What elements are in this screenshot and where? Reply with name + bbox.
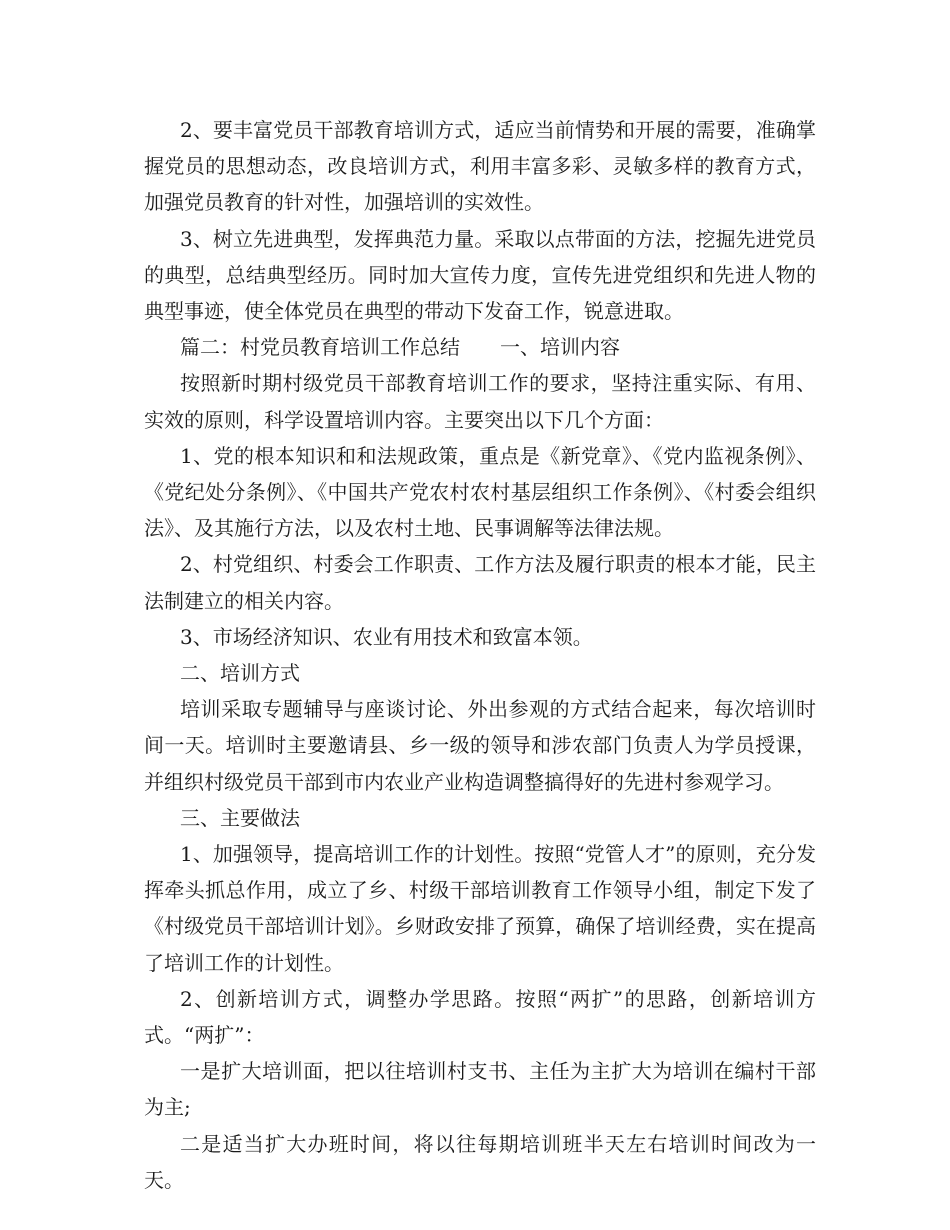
paragraph-1: 2、要丰富党员干部教育培训方式，适应当前情势和开展的需要，准确掌握党员的思想动态，改良培训方式，利用丰富多彩、灵敏多样的教育方式，加强党员教育的针对性，加强培训的实效性。: [144, 118, 816, 215]
section-heading-main-practices: 三、主要做法: [180, 805, 300, 830]
paragraph-6: 3、市场经济知识、农业有用技术和致富本领。: [180, 624, 593, 649]
paragraph-4: 1、党的根本知识和和法规政策，重点是《新党章》、《党内监视条例》、《党纪处分条例》、《中国共产党农村农村基层组织工作条例》、《村委会组织法》、及其施行方法，以及农村土地、民事调解等法律法规。: [144, 443, 816, 541]
paragraph-11: 二是适当扩大办班时间，将以往每期培训班半天左右培训时间改为一天。: [144, 1131, 816, 1192]
document-body: [144, 112, 816, 1198]
paragraph-2: 3、树立先进典型，发挥典范力量。采取以点带面的方法，挖掘先进党员的典型，总结典型经历。同时加大宣传力度，宣传先进党组织和先进人物的典型事迹，使全体党员在典型的带动下发奋工作，锐意进取。: [144, 226, 816, 324]
paragraph-7: 培训采取专题辅导与座谈讨论、外出参观的方式结合起来，每次培训时间一天。培训时主要邀请县、乡一级的领导和涉农部门负责人为学员授课，并组织村级党员干部到市内农业产业构造调整搞得好的先进村参观学习。: [144, 697, 816, 794]
paragraph-9: 2、创新培训方式，调整办学思路。按照“两扩”的思路，创新培训方式。“两扩”：: [144, 986, 816, 1048]
section-heading-training-method: 二、培训方式: [180, 661, 300, 686]
paragraph-8: 1、加强领导，提高培训工作的计划性。按照“党管人才”的原则，充分发挥牵头抓总作用，成立了乡、村级干部培训教育工作领导小组，制定下发了《村级党员干部培训计划》。乡财政安排了预算，确保了培训经费，实在提高了培训工作的计划性。: [144, 842, 816, 975]
paragraph-5: 2、村党组织、村委会工作职责、工作方法及履行职责的根本才能，民主法制建立的相关内容。: [144, 552, 816, 613]
paragraph-3: 按照新时期村级党员干部教育培训工作的要求，坚持注重实际、有用、实效的原则，科学设置培训内容。主要突出以下几个方面：: [144, 371, 816, 432]
paragraph-10: 一是扩大培训面，把以往培训村支书、主任为主扩大为培训在编村干部为主;: [144, 1059, 816, 1120]
section-heading-article-two: 篇二：村党员教育培训工作总结 一、培训内容: [180, 335, 620, 360]
